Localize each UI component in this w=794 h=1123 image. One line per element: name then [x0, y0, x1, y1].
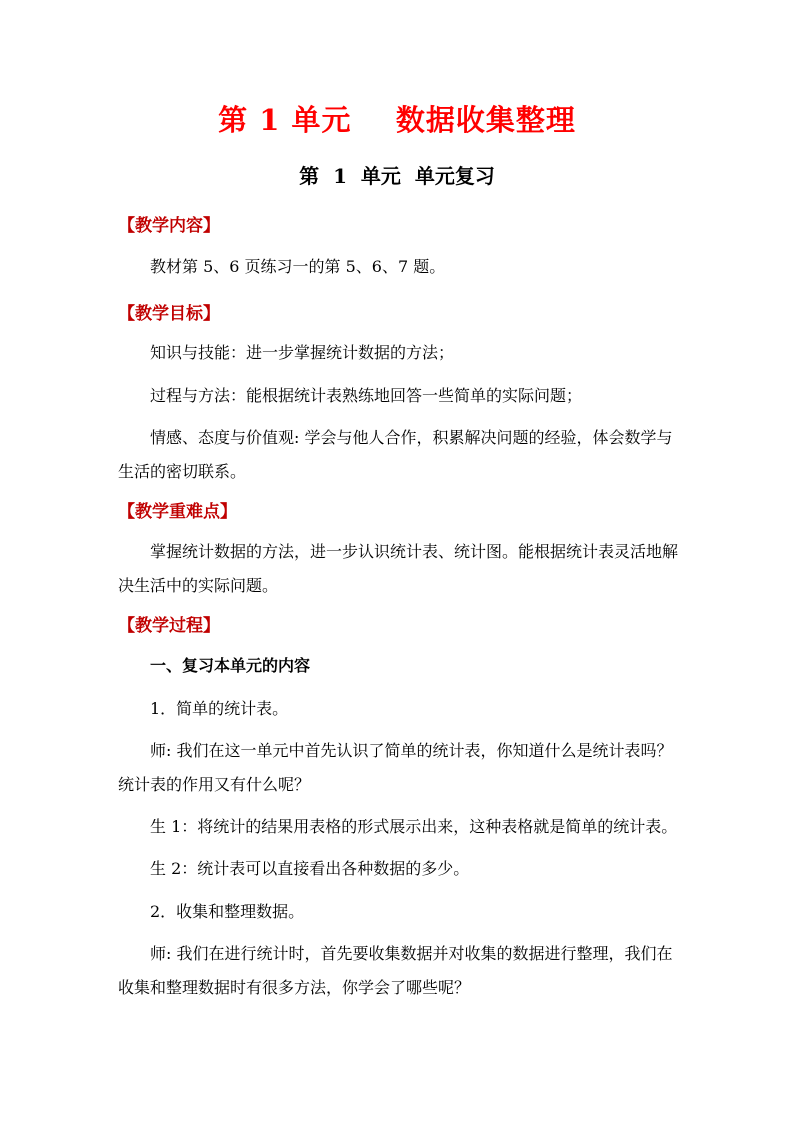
- paragraph-student-2: 生 2：统计表可以直接看出各种数据的多少。: [150, 859, 470, 878]
- paragraph-student-1: 生 1：将统计的结果用表格的形式展示出来，这种表格就是简单的统计表。: [150, 817, 678, 836]
- heading-key-points: 【教学重难点】: [118, 502, 237, 522]
- paragraph-objective-knowledge: 知识与技能：进一步掌握统计数据的方法；: [150, 343, 455, 362]
- paragraph-teacher-question-1: 师: 我们在这一单元中首先认识了简单的统计表，你知道什么是统计表吗？统计表的作用又有什么呢？: [118, 741, 673, 794]
- heading-teaching-process: 【教学过程】: [118, 616, 220, 636]
- paragraph-key-points: 掌握统计数据的方法，进一步认识统计表、统计图。能根据统计表灵活地解决生活中的实际问题。: [118, 542, 679, 595]
- subheading-review: 一、复习本单元的内容: [150, 656, 311, 675]
- paragraph-teacher-question-2: 师: 我们在进行统计时，首先要收集数据并对收集的数据进行整理，我们在收集和整理数据时有很多方法，你学会了哪些呢？: [118, 944, 673, 997]
- item-collect-organize: 2．收集和整理数据。: [150, 902, 305, 921]
- heading-teaching-objectives: 【教学目标】: [118, 304, 220, 324]
- paragraph-teaching-content: 教材第 5、6 页练习一的第 5、6、7 题。: [150, 257, 446, 276]
- paragraph-objective-attitude: 情感、态度与价值观: 学会与他人合作，积累解决问题的经验，体会数学与生活的密切联系。: [118, 428, 673, 481]
- page-title: 第 1 单元 数据收集整理: [218, 103, 576, 137]
- page-subtitle: 第 1 单元 单元复习: [299, 164, 495, 188]
- heading-teaching-content: 【教学内容】: [118, 216, 220, 236]
- item-simple-table: 1．简单的统计表。: [150, 699, 289, 718]
- paragraph-objective-process: 过程与方法：能根据统计表熟练地回答一些简单的实际问题；: [150, 386, 583, 405]
